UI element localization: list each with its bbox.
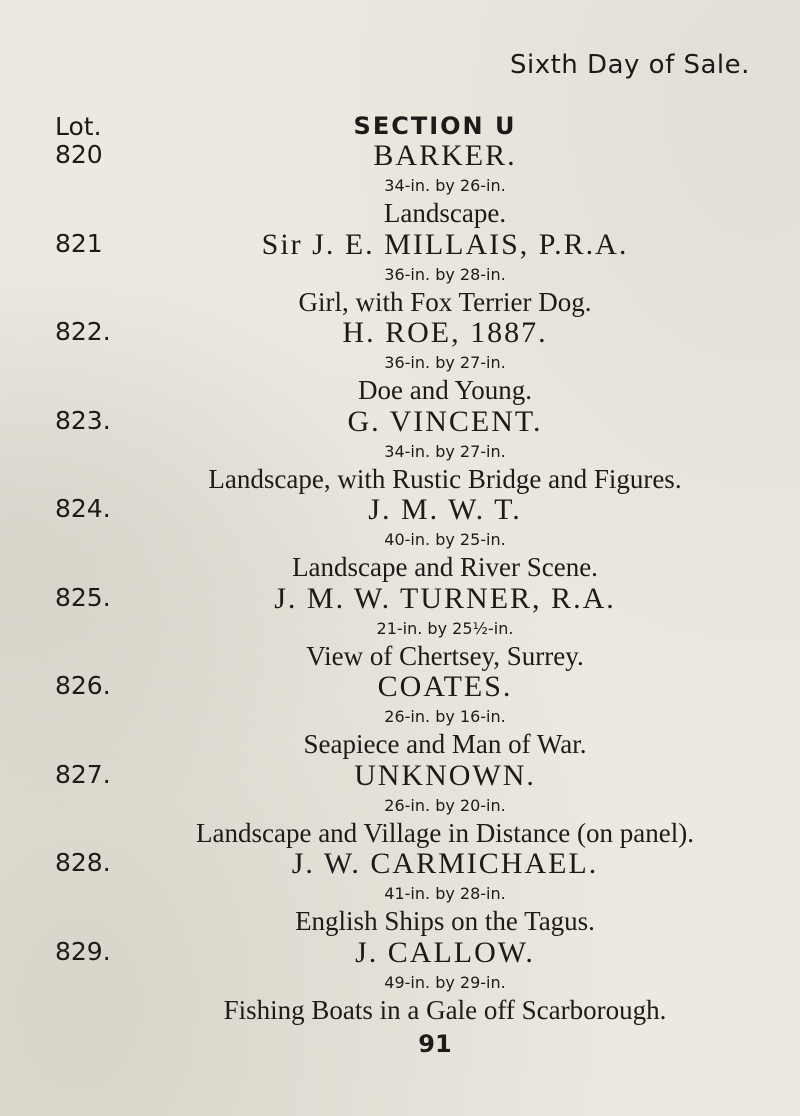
painting-title: Girl, with Fox Terrier Dog. xyxy=(298,286,592,317)
artist-name: J. M. W. T. xyxy=(368,493,522,526)
artist-name: J. W. CARMICHAEL. xyxy=(291,847,599,880)
artist-name: BARKER. xyxy=(373,139,517,172)
dimensions: 21-in. by 25½-in. xyxy=(376,618,514,638)
lot-details xyxy=(150,760,740,848)
lot-number: 828. xyxy=(55,848,111,877)
dimensions: 40-in. by 25-in. xyxy=(384,530,506,549)
lot-number: 820 xyxy=(55,140,103,169)
lot-details xyxy=(150,406,740,494)
artist-name: COATES. xyxy=(377,670,513,703)
dimensions: 34-in. by 27-in. xyxy=(384,441,506,461)
painting-title: Fishing Boats in a Gale off Scarborough. xyxy=(223,994,667,1025)
lot-details xyxy=(150,583,740,671)
artist-name: UNKNOWN. xyxy=(354,758,536,792)
lot-number: 825. xyxy=(55,582,111,612)
artist-name: G. VINCENT. xyxy=(347,404,543,438)
lot-details xyxy=(150,140,740,228)
painting-title: Landscape and Village in Distance (on panel). xyxy=(196,817,694,848)
lot-number: 822. xyxy=(55,317,111,346)
painting-title: Landscape. xyxy=(383,198,507,228)
lot-number: 823. xyxy=(55,405,111,435)
dimensions: 26-in. by 20-in. xyxy=(384,795,506,815)
dimensions: 41-in. by 28-in. xyxy=(384,884,506,903)
artist-name: H. ROE, 1887. xyxy=(342,316,548,349)
artist-name: J. CALLOW. xyxy=(355,935,535,969)
dimensions: 49-in. by 29-in. xyxy=(384,972,506,992)
lot-number: 821 xyxy=(55,228,103,258)
painting-title: View of Chertsey, Surrey. xyxy=(306,640,584,671)
artist-name: Sir J. E. MILLAIS, P.R.A. xyxy=(261,227,629,261)
lot-details xyxy=(150,848,740,936)
artist-name: J. M. W. TURNER, R.A. xyxy=(274,581,616,615)
dimensions: 34-in. by 26-in. xyxy=(384,176,506,195)
lot-details xyxy=(150,494,740,582)
painting-title: Landscape and River Scene. xyxy=(292,552,598,582)
running-head: Sixth Day of Sale. xyxy=(510,50,750,80)
lot-details xyxy=(150,671,740,759)
lot-details xyxy=(150,229,740,317)
painting-title: English Ships on the Tagus. xyxy=(295,906,595,936)
lot-number: 826. xyxy=(55,671,111,700)
dimensions: 26-in. by 16-in. xyxy=(384,707,506,726)
painting-title: Landscape, with Rustic Bridge and Figures. xyxy=(208,463,682,494)
lot-number: 824. xyxy=(55,494,111,523)
page-number: 91 xyxy=(418,1030,452,1058)
painting-title: Seapiece and Man of War. xyxy=(303,729,587,759)
lot-number: 829. xyxy=(55,936,111,966)
lot-details xyxy=(150,937,740,1025)
lot-details xyxy=(150,317,740,405)
lot-number: 827. xyxy=(55,759,111,789)
lot-column-header: Lot. xyxy=(55,112,102,141)
dimensions: 36-in. by 28-in. xyxy=(384,264,506,284)
dimensions: 36-in. by 27-in. xyxy=(384,353,506,372)
section-title: SECTION U xyxy=(353,112,517,140)
painting-title: Doe and Young. xyxy=(357,375,532,405)
